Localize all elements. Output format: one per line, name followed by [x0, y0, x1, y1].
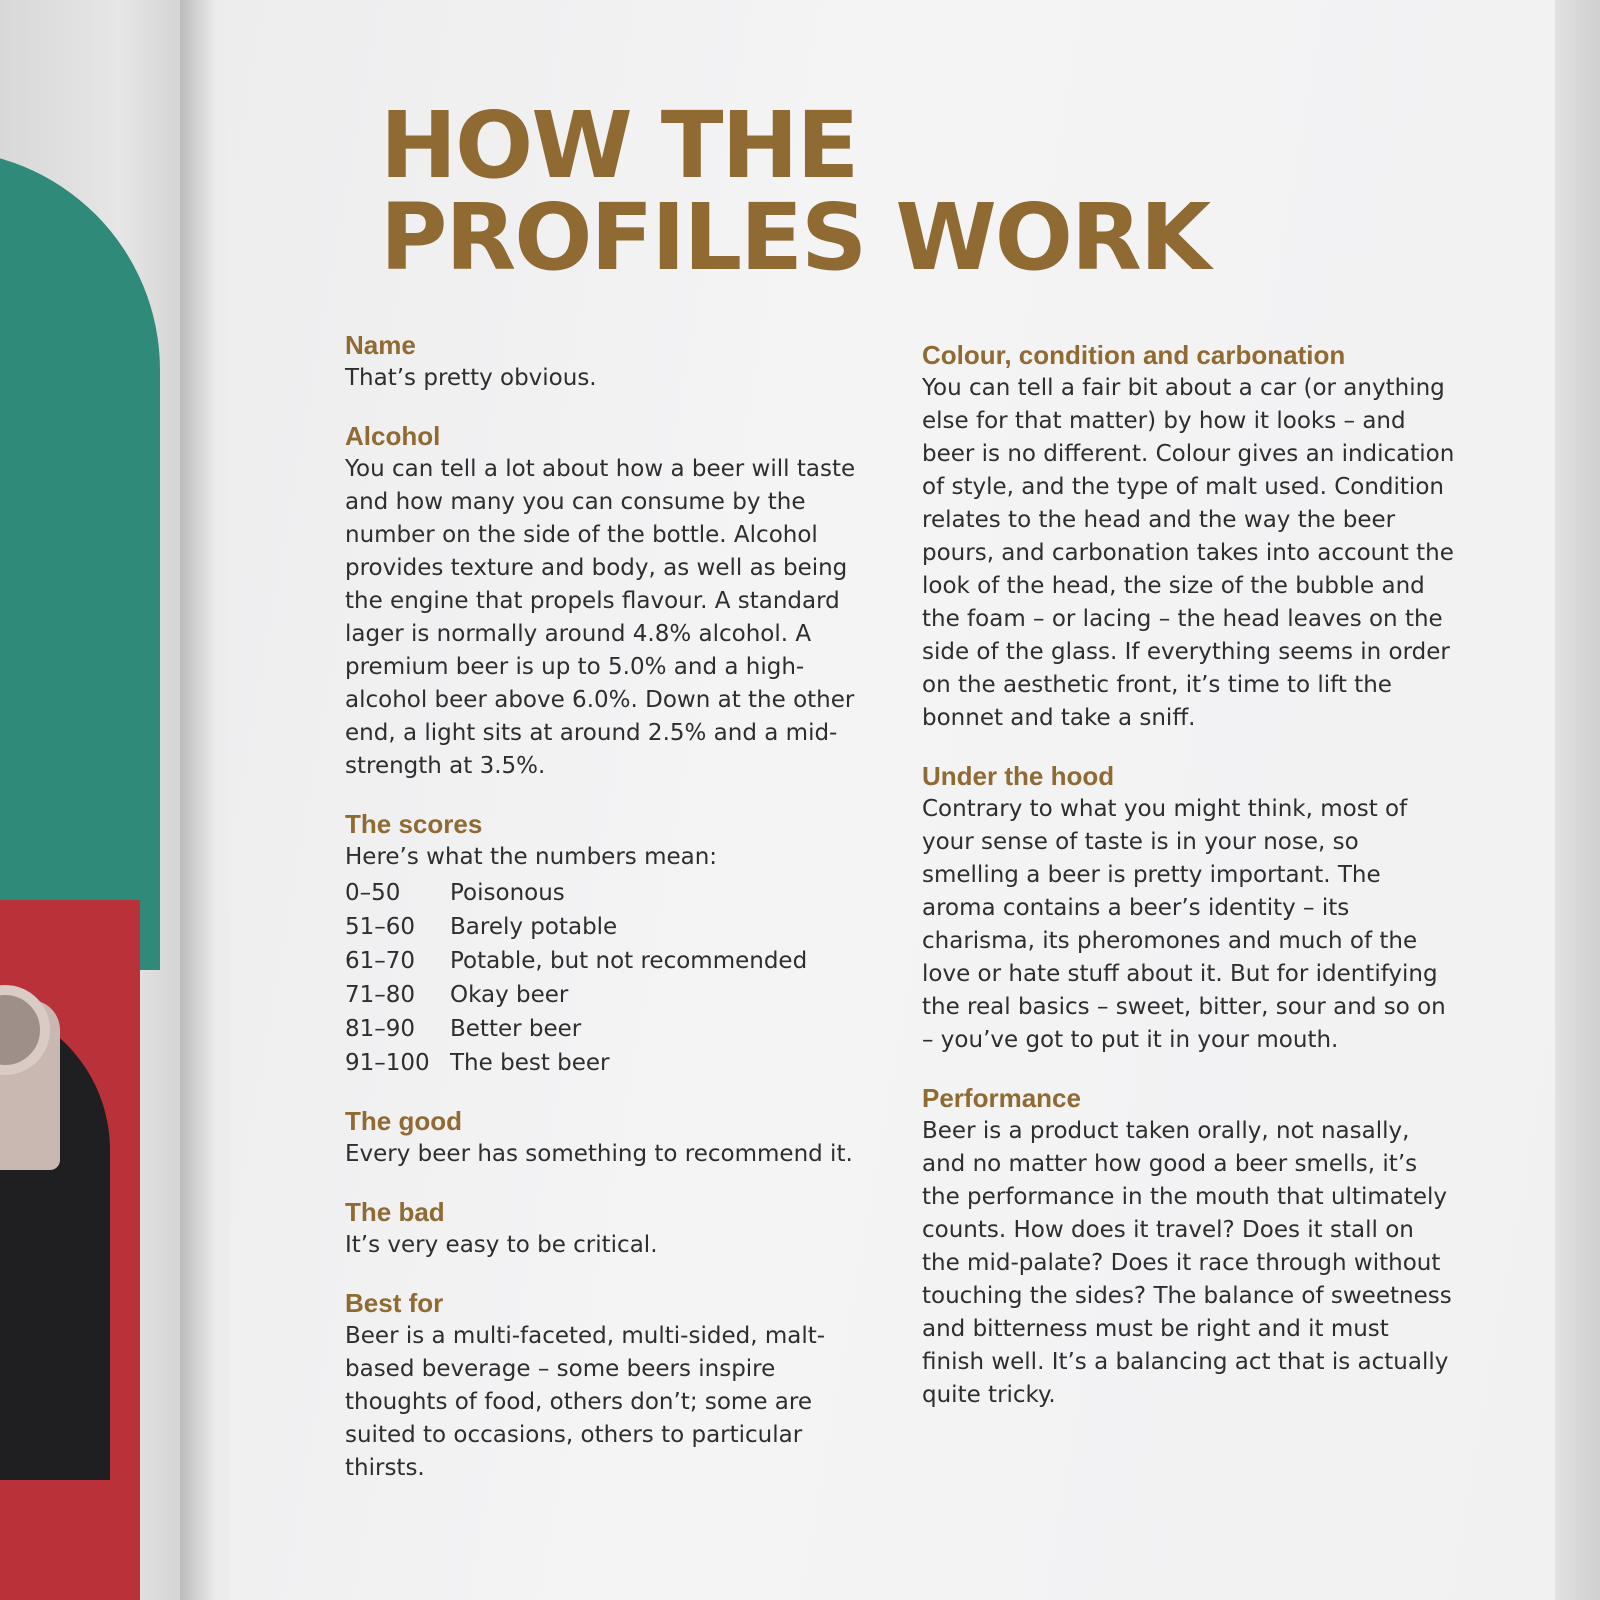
section-text: That’s pretty obvious. — [345, 365, 597, 391]
score-row — [345, 978, 875, 1012]
score-label: The best beer — [450, 1050, 610, 1076]
score-range: 51–60 — [345, 914, 416, 940]
section-the-good — [345, 1104, 875, 1171]
section-best-for — [345, 1286, 875, 1485]
section-name — [345, 328, 875, 395]
section-the-bad — [345, 1195, 875, 1262]
section-text: Contrary to what you might think, most of your sense of taste is in your nose, so smelling a beer is pretty important. The aroma contains a beer’s identity – its charisma, its pheromones and much of the love or hate stuff about it. But for identifying the real basics – sweet, bitter, sour and so on – you’ve got to put it in your mouth. — [922, 796, 1446, 1053]
score-label: Potable, but not recommended — [450, 948, 808, 974]
right-column — [922, 338, 1457, 1436]
section-heading: Name — [345, 330, 416, 360]
section-heading: Performance — [922, 1083, 1081, 1113]
page-title-line-1: HOW THE — [380, 92, 858, 199]
section-text: It’s very easy to be critical. — [345, 1232, 658, 1258]
score-row — [345, 1046, 875, 1080]
score-range: 0–50 — [345, 880, 401, 906]
score-label: Barely potable — [450, 914, 618, 940]
section-text: You can tell a lot about how a beer will taste and how many you can consume by the number on the side of the bottle. Alcohol provides texture and body, as well as being the engine that propels flavour. A standard lager is normally around 4.8% alcohol. A premium beer is up to 5.0% and a high-alcohol beer above 6.0%. Down at the other end, a light sits at around 2.5% and a mid-strength at 3.5%. — [345, 456, 856, 779]
section-heading: Best for — [345, 1288, 444, 1318]
score-range: 81–90 — [345, 1016, 416, 1042]
section-alcohol — [345, 419, 875, 783]
score-row — [345, 876, 875, 910]
section-heading: The good — [345, 1106, 462, 1136]
page-title — [380, 92, 1380, 291]
score-range: 61–70 — [345, 948, 416, 974]
section-heading: Alcohol — [345, 421, 441, 451]
section-scores — [345, 807, 875, 1080]
score-label: Poisonous — [450, 880, 565, 906]
facing-page-illustration — [0, 0, 200, 1600]
section-text: You can tell a fair bit about a car (or anything else for that matter) by how it looks – and beer is no different. Colour gives an indication of style, and the type of malt used. Condition relates to the head and the way the beer pours, and carbonation takes into account the look of the head, the size of the bubble and the foam – or lacing – the head leaves on the side of the glass. If everything seems in order on the aesthetic front, it’s time to lift the bonnet and take a sniff. — [922, 375, 1455, 731]
score-label: Okay beer — [450, 982, 569, 1008]
page-title-line-2: PROFILES WORK — [380, 184, 1210, 291]
score-row — [345, 910, 875, 944]
score-row — [345, 944, 875, 978]
scores-intro: Here’s what the numbers mean: — [345, 844, 718, 870]
section-under-the-hood — [922, 759, 1457, 1057]
page-edge — [1555, 0, 1600, 1600]
score-range: 71–80 — [345, 982, 416, 1008]
section-heading: The bad — [345, 1197, 445, 1227]
scores-table — [345, 876, 875, 1080]
left-column — [345, 328, 875, 1509]
illustration-teal-shape — [0, 150, 160, 970]
score-range: 91–100 — [345, 1050, 430, 1076]
section-text: Every beer has something to recommend it. — [345, 1141, 853, 1167]
score-row — [345, 1012, 875, 1046]
section-text: Beer is a multi-faceted, multi-sided, malt-based beverage – some beers inspire thoughts of food, others don’t; some are suited to occasions, others to particular thirsts. — [345, 1323, 826, 1481]
section-heading: Under the hood — [922, 761, 1115, 791]
section-performance — [922, 1081, 1457, 1412]
score-label: Better beer — [450, 1016, 582, 1042]
section-heading: Colour, condition and carbonation — [922, 340, 1346, 370]
section-text: Beer is a product taken orally, not nasally, and no matter how good a beer smells, it’s the performance in the mouth that ultimately counts. How does it travel? Does it stall on the mid-palate? Does it race through without touching the sides? The balance of sweetness and bitterness must be right and it must finish well. It’s a balancing act that is actually quite tricky. — [922, 1118, 1452, 1408]
section-colour-condition-carbonation — [922, 338, 1457, 735]
section-heading: The scores — [345, 809, 483, 839]
